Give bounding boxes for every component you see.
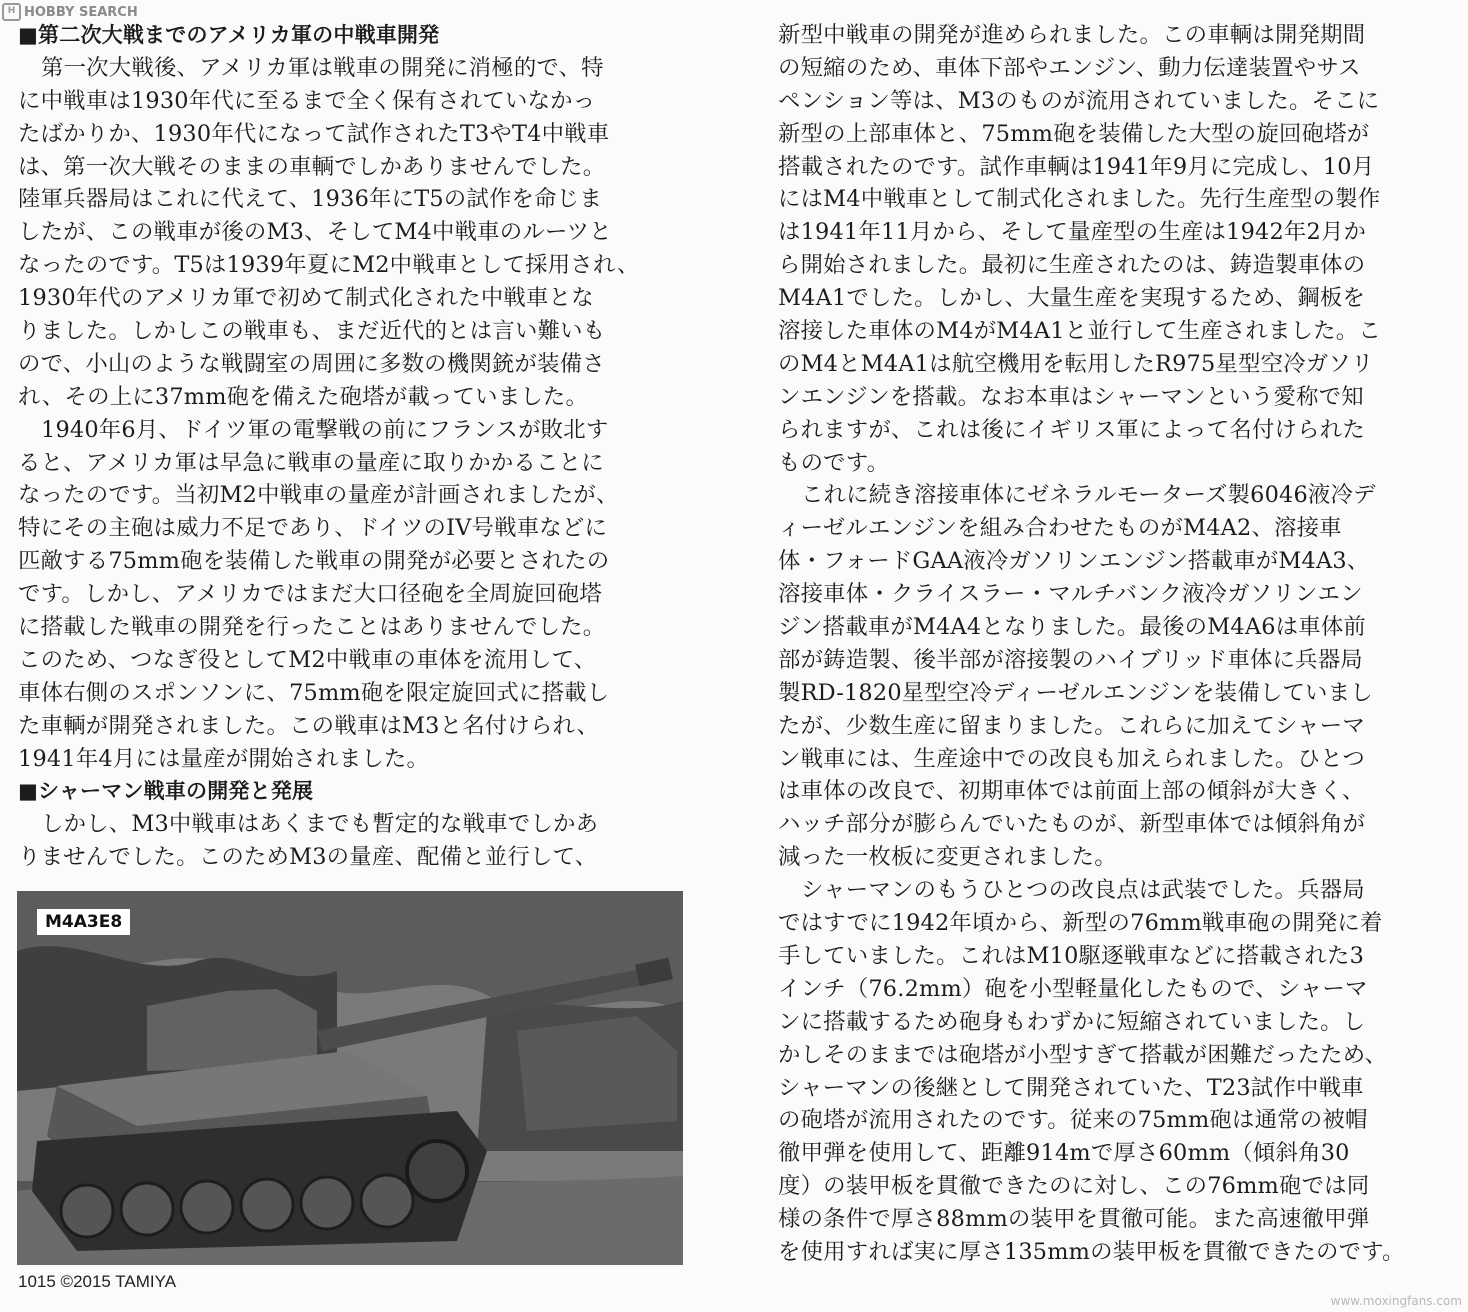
text-line: 徹甲弾を使用して、距離914mで厚さ60mm（傾斜角30 [778,1140,1350,1167]
text-line: りませんでした。このためM3の量産、配備と並行して、 [18,844,598,871]
text-line: ハッチ部分が膨らんでいたものが、新型車体では傾斜角が [778,811,1366,838]
text-line: れ、その上に37mm砲を備えた砲塔が載っていました。 [18,383,589,410]
text-line: 度）の装甲板を貫徹できたのに対し、この76mm砲では同 [778,1173,1370,1200]
right-paragraph-2 [778,479,1450,874]
text-line: たばかりか、1930年代になって試作されたT3やT4中戦車 [18,120,610,147]
text-line: は、第一次大戦そのままの車輌でしかありませんでした。 [18,153,606,180]
text-line: シャーマンの後継として開発されていた、T23試作中戦車 [778,1074,1364,1101]
text-line: 特にその主砲は威力不足であり、ドイツのIV号戦車などに [18,515,608,542]
text-line: シャーマンのもうひとつの改良点は武装でした。兵器局 [801,877,1365,904]
right-column [778,19,1450,1269]
text-line: 溶接した車体のM4がM4A1と並行して生産されました。こ [778,318,1381,345]
copyright-text: 1015 ©2015 TAMIYA [18,1272,177,1291]
text-line: 部が鋳造製、後半部が溶接製のハイブリッド車体に兵器局 [778,646,1363,673]
text-line: に搭載した戦車の開発を行ったことはありませんでした。 [18,614,606,641]
watermark-text: HOBBY SEARCH [24,4,138,20]
text-line: 第一次大戦後、アメリカ軍は戦車の開発に消極的で、特 [41,54,604,81]
right-paragraph-1 [778,19,1450,479]
site-watermark: www.moxingfans.com [1330,1294,1462,1308]
text-line: 1941年4月には量産が開始されました。 [18,745,430,772]
text-line: のM4とM4A1は航空機用を転用したR975星型空冷ガソリ [778,350,1374,377]
left-column [18,19,686,874]
text-line: ら開始されました。最初に生産されたのは、鋳造製車体の [778,252,1366,279]
photo-label: M4A3E8 [37,909,130,935]
left-paragraph-1 [18,52,686,414]
text-line: 減った一枚板に変更されました。 [778,844,1117,871]
text-line: 溶接車体・クライスラー・マルチバンク液冷ガソリンエン [778,581,1363,608]
text-line: したが、この戦車が後のM3、そしてM4中戦車のルーツと [18,219,612,246]
text-line: は1941年11月から、そして量産型の生産は1942年2月か [778,219,1367,246]
section-heading-prewar: ■第二次大戦までのアメリカ軍の中戦車開発 [18,23,440,47]
text-line: ィーゼルエンジンを組み合わせたものがM4A2、溶接車 [778,515,1342,542]
text-line: 新型中戦車の開発が進められました。この車輌は開発期間 [778,22,1366,48]
text-line: です。しかし、アメリカではまだ大口径砲を全周旋回砲塔 [18,581,602,608]
text-line: 陸軍兵器局はこれに代えて、1936年にT5の試作を命じま [18,186,602,213]
text-line: ジン搭載車がM4A4となりました。最後のM4A6は車体前 [778,614,1367,641]
text-line: 搭載されたのです。試作車輌は1941年9月に完成し、10月 [778,153,1375,180]
text-line: このため、つなぎ役としてM2中戦車の車体を流用して、 [18,646,597,673]
text-line: ン戦車には、生産途中での改良も加えられました。ひとつ [778,745,1365,772]
text-line: ンエンジンを搭載。なお本車はシャーマンという愛称で知 [778,383,1364,410]
left-paragraph-3 [18,808,686,874]
text-line: 1940年6月、ドイツ軍の電撃戦の前にフランスが敗北す [41,416,609,443]
text-line: を使用すれば実に厚さ135mmの装甲板を貫徹できたのです。 [778,1238,1405,1265]
right-paragraph-3 [778,874,1450,1269]
text-line: インチ（76.2mm）砲を小型軽量化したもので、シャーマ [778,975,1368,1002]
text-line: 様の条件で厚さ88mmの装甲を貫徹可能。また高速徹甲弾 [778,1206,1370,1233]
text-line: 体・フォードGAA液冷ガソリンエンジン搭載車がM4A3、 [778,548,1370,575]
text-line: 手していました。これはM10駆逐戦車などに搭載された3 [778,942,1365,969]
tank-photo-illustration [17,891,683,1265]
left-paragraph-2 [18,414,686,776]
text-line: にはM4中戦車として制式化されました。先行生産型の製作 [778,186,1381,213]
text-line: 匹敵する75mm砲を装備した戦車の開発が必要とされたの [18,548,610,575]
text-line: 製RD-1820星型空冷ディーゼルエンジンを装備していまし [778,679,1373,706]
text-line: られますが、これは後にイギリス軍によって名付けられた [778,416,1365,443]
text-line: 車体右側のスポンソンに、75mm砲を限定旋回式に搭載し [18,679,610,706]
text-line: ペンション等は、M3のものが流用されていました。そこに [778,87,1380,114]
text-line: の短縮のため、車体下部やエンジン、動力伝達装置やサス [778,54,1361,81]
text-line: 新型の上部車体と、75mm砲を装備した大型の旋回砲塔が [778,120,1370,147]
text-line: ではすでに1942年頃から、新型の76mm戦車砲の開発に着 [778,910,1383,937]
text-line: は車体の改良で、初期車体では前面上部の傾斜が大きく、 [778,778,1365,805]
section-heading-sherman: ■シャーマン戦車の開発と発展 [18,779,314,804]
text-line: ので、小山のような戦闘室の周囲に多数の機関銃が装備さ [18,350,605,377]
text-line: ものです。 [778,449,890,476]
text-line: かしそのままでは砲塔が小型すぎて搭載が困難だったため、 [778,1041,1388,1068]
text-line: ると、アメリカ軍は早急に戦車の量産に取りかかることに [18,449,604,476]
text-line: しかし、M3中戦車はあくまでも暫定的な戦車でしかあ [41,811,599,838]
text-line: 1930年代のアメリカ軍で初めて制式化された中戦車とな [18,285,594,312]
tank-photo [17,891,683,1265]
text-line: に中戦車は1930年代に至るまで全く保有されていなかっ [18,87,596,114]
text-line: なったのです。当初M2中戦車の量産が計画されましたが、 [18,482,619,509]
text-line: りました。しかしこの戦車も、まだ近代的とは言い難いも [18,318,606,345]
text-line: これに続き溶接車体にゼネラルモーターズ製6046液冷デ [801,482,1376,509]
text-line: た車輌が開発されました。この戦車はM3と名付けられ、 [18,712,600,739]
hobbysearch-logo-icon: H [2,3,21,21]
text-line: ンに搭載するため砲身もわずかに短縮されていました。し [778,1008,1366,1035]
text-line: M4A1でした。しかし、大量生産を実現するため、鋼板を [778,285,1366,312]
text-line: たが、少数生産に留まりました。これらに加えてシャーマ [778,712,1365,739]
text-line: の砲塔が流用されたのです。従来の75mm砲は通常の被帽 [778,1107,1368,1134]
text-line: なったのです。T5は1939年夏にM2中戦車として採用され、 [18,252,640,279]
